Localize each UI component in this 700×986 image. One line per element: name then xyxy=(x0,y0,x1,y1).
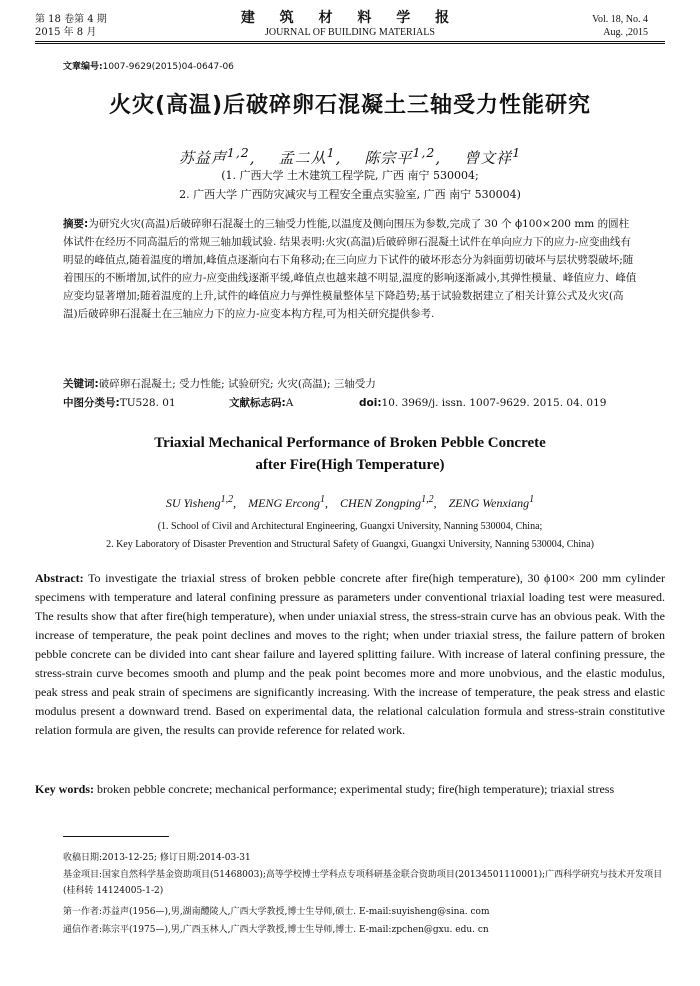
article-number-value: 1007-9629(2015)04-0647-06 xyxy=(102,62,234,72)
doi-label: doi: xyxy=(359,397,382,409)
author-name-en: CHEN Zongping xyxy=(340,496,422,510)
author-name: 孟二从 xyxy=(278,149,327,167)
header-volume-cn: 第 18 卷第 4 期 xyxy=(35,14,107,25)
abstract-en-label: Abstract: xyxy=(35,571,84,585)
footnote-funding-text: 基金项目:国家自然科学基金资助项目(51468003);高等学校博士学科点专项科研基金联合资助项目(20134501110001);广西科学研究与技术开发项目(桂科转 14124005-1-2) xyxy=(63,870,663,896)
keywords-cn xyxy=(63,375,637,393)
keywords-en-label: Key words: xyxy=(35,782,94,796)
doi-field xyxy=(359,397,606,409)
doi-value: 10. 3969/j. issn. 1007-9629. 2015. 04. 019 xyxy=(381,397,607,409)
footnote-first-author-text: 第一作者:苏益声(1956—),男,湖南醴陵人,广西大学教授,博士生导师,硕士. E-mail:suyisheng@sina. com xyxy=(63,907,490,917)
keywords-cn-text: 破碎卵石混凝土; 受力性能; 试验研究; 火灾(高温); 三轴受力 xyxy=(98,378,376,390)
abstract-en-text: To investigate the triaxial stress of broken pebble concrete after fire(high temperature), 30 ϕ100× 200 mm cylinder specimens with temperature and lateral confining pressure as parameters under conventional triaxial loading test were measured. The results show that after fire(high temperature), when under uniaxial stress, the stress-strain curve has an obvious peak. With the increase of temperature, the peak point declines and moves to the right; when under triaxial stress, the failure pattern of broken pebble concrete can be divided into cant shear failure and layered splitting failure. With increase of lateral confining pressure, the stress-strain curve becomes smooth and plump and the peak point becomes more and more unobvious, and the elastic modulus, peak stress and peak strain of specimens are significantly increasing. With the increase of temperature, the peak stress and elastic modulus present a downward trend. Based on experimental data, the relational calculation formula and stress-strain constitutive relation formula are given, the results can provide reference for related work. xyxy=(35,571,665,737)
journal-name-cn: 建 筑 材 料 学 报 xyxy=(240,10,460,26)
journal-name-en: JOURNAL OF BUILDING MATERIALS xyxy=(265,27,435,38)
document-code-label: 文献标志码: xyxy=(229,397,286,409)
paper-title-en xyxy=(0,432,700,476)
author-affiliation-mark: 1,2 xyxy=(226,145,250,160)
abstract-en xyxy=(35,569,665,740)
footnote-corresponding-text: 通信作者:陈宗平(1975—),男,广西玉林人,广西大学教授,博士生导师,博士. E-mail:zpchen@gxu. edu. cn xyxy=(63,925,489,935)
header-rule-second xyxy=(35,43,665,44)
paper-title-en-line1: Triaxial Mechanical Performance of Broken Pebble Concrete xyxy=(154,435,546,451)
footnote-corresponding xyxy=(35,922,665,938)
author-affiliation-mark: 1,2 xyxy=(412,145,436,160)
article-number-label: 文章编号: xyxy=(63,62,103,72)
author-list-cn: 苏益声$^{1,2}$, 孟二从$^1$, 陈宗平$^{1,2}$, 曾文祥$^1$ xyxy=(178,145,522,167)
affiliation-cn-2: 2. 广西大学 广西防灾减灾与工程安全重点实验室, 广西 南宁 530004) xyxy=(179,188,521,201)
author-list-en: SU Yisheng$^{1,2}$, MENG Ercong$^1$, CHEN Zongping$^{1,2}$, ZENG Wenxiang$^1$ xyxy=(165,494,535,510)
header-rule xyxy=(35,41,665,42)
header-issue-info-en xyxy=(592,13,648,39)
footnote-first-author xyxy=(35,904,665,920)
author-name: 陈宗平 xyxy=(364,149,413,167)
clc-value: TU528. 01 xyxy=(119,397,176,409)
abstract-cn xyxy=(63,215,637,323)
author-affiliation-mark: 1,2 xyxy=(220,494,234,505)
keywords-cn-label: 关键词: xyxy=(63,378,99,390)
footnote-received xyxy=(35,850,665,866)
affiliation-cn-1: (1. 广西大学 土木建筑工程学院, 广西 南宁 530004; xyxy=(221,169,479,182)
clc-field xyxy=(63,394,229,412)
author-name: 曾文祥 xyxy=(464,149,513,167)
author-affiliation-mark: 1 xyxy=(529,494,535,505)
author-affiliation-mark: 1,2 xyxy=(421,494,434,505)
abstract-cn-label: 摘要: xyxy=(63,218,89,230)
author-affiliation-mark: 1 xyxy=(326,145,336,160)
header-date-en: Aug. ,2015 xyxy=(603,27,648,38)
abstract-cn-text: 为研究火灾(高温)后破碎卵石混凝土的三轴受力性能,以温度及侧向围压为参数,完成了 30 个 ϕ100×200 mm 的圆柱体试件在经历不同高温后的常规三轴加载试验. 结果表明:火灾(高温)后破碎卵石混凝土试件在单向应力下的应力-应变曲线有明显的峰值点,随着温度的增加,峰值点逐渐向右下角移动;在三向应力下试件的破坏形态分为斜面剪切破坏与层状劈裂破坏;随着围压的不断增加,试件的应力-应变曲线逐渐平缓,峰值点也越来越不明显,温度的影响逐渐减小,其弹性模量、峰值应力、峰值应变均显著增加;随着温度的上升,试件的峰值应力与弹性模量整体呈下降趋势;基于试验数据建立了相关计算公式及火灾(高温)后破碎卵石混凝土在三轴应力下的应力-应变本构方程,可为相关研究提供参考. xyxy=(63,218,637,320)
classification-line xyxy=(63,394,637,412)
author-name-en: ZENG Wenxiang xyxy=(448,496,530,510)
footnote-funding xyxy=(35,867,665,899)
paper-title-en-line2: after Fire(High Temperature) xyxy=(255,457,445,473)
header-volume-en: Vol. 18, No. 4 xyxy=(592,14,648,25)
article-number xyxy=(63,59,234,72)
footnote-rule xyxy=(63,836,169,837)
author-affiliation-mark: 1 xyxy=(512,145,522,160)
paper-title-cn: 火灾(高温)后破碎卵石混凝土三轴受力性能研究 xyxy=(108,93,592,118)
author-name: 苏益声 xyxy=(178,149,227,167)
keywords-en xyxy=(35,780,665,799)
author-name-en: MENG Ercong xyxy=(248,496,321,510)
affiliation-en-1: (1. School of Civil and Architectural Engineering, Guangxi University, Nanning 530004, China; xyxy=(157,521,543,532)
keywords-en-text: broken pebble concrete; mechanical performance; experimental study; fire(high temperature); triaxial stress xyxy=(97,782,615,796)
header-date-cn: 2015 年 8 月 xyxy=(35,27,97,38)
document-code-value: A xyxy=(285,397,294,409)
author-affiliation-mark: 1 xyxy=(320,494,326,505)
clc-label: 中图分类号: xyxy=(63,397,120,409)
author-name-en: SU Yisheng xyxy=(165,496,221,510)
footnote-received-text: 收稿日期:2013-12-25; 修订日期:2014-03-31 xyxy=(63,853,251,863)
affiliation-en-2: 2. Key Laboratory of Disaster Prevention and Structural Safety of Guangxi, Guangxi University, Nanning 530004, China) xyxy=(106,539,594,550)
document-code-field xyxy=(229,394,359,412)
